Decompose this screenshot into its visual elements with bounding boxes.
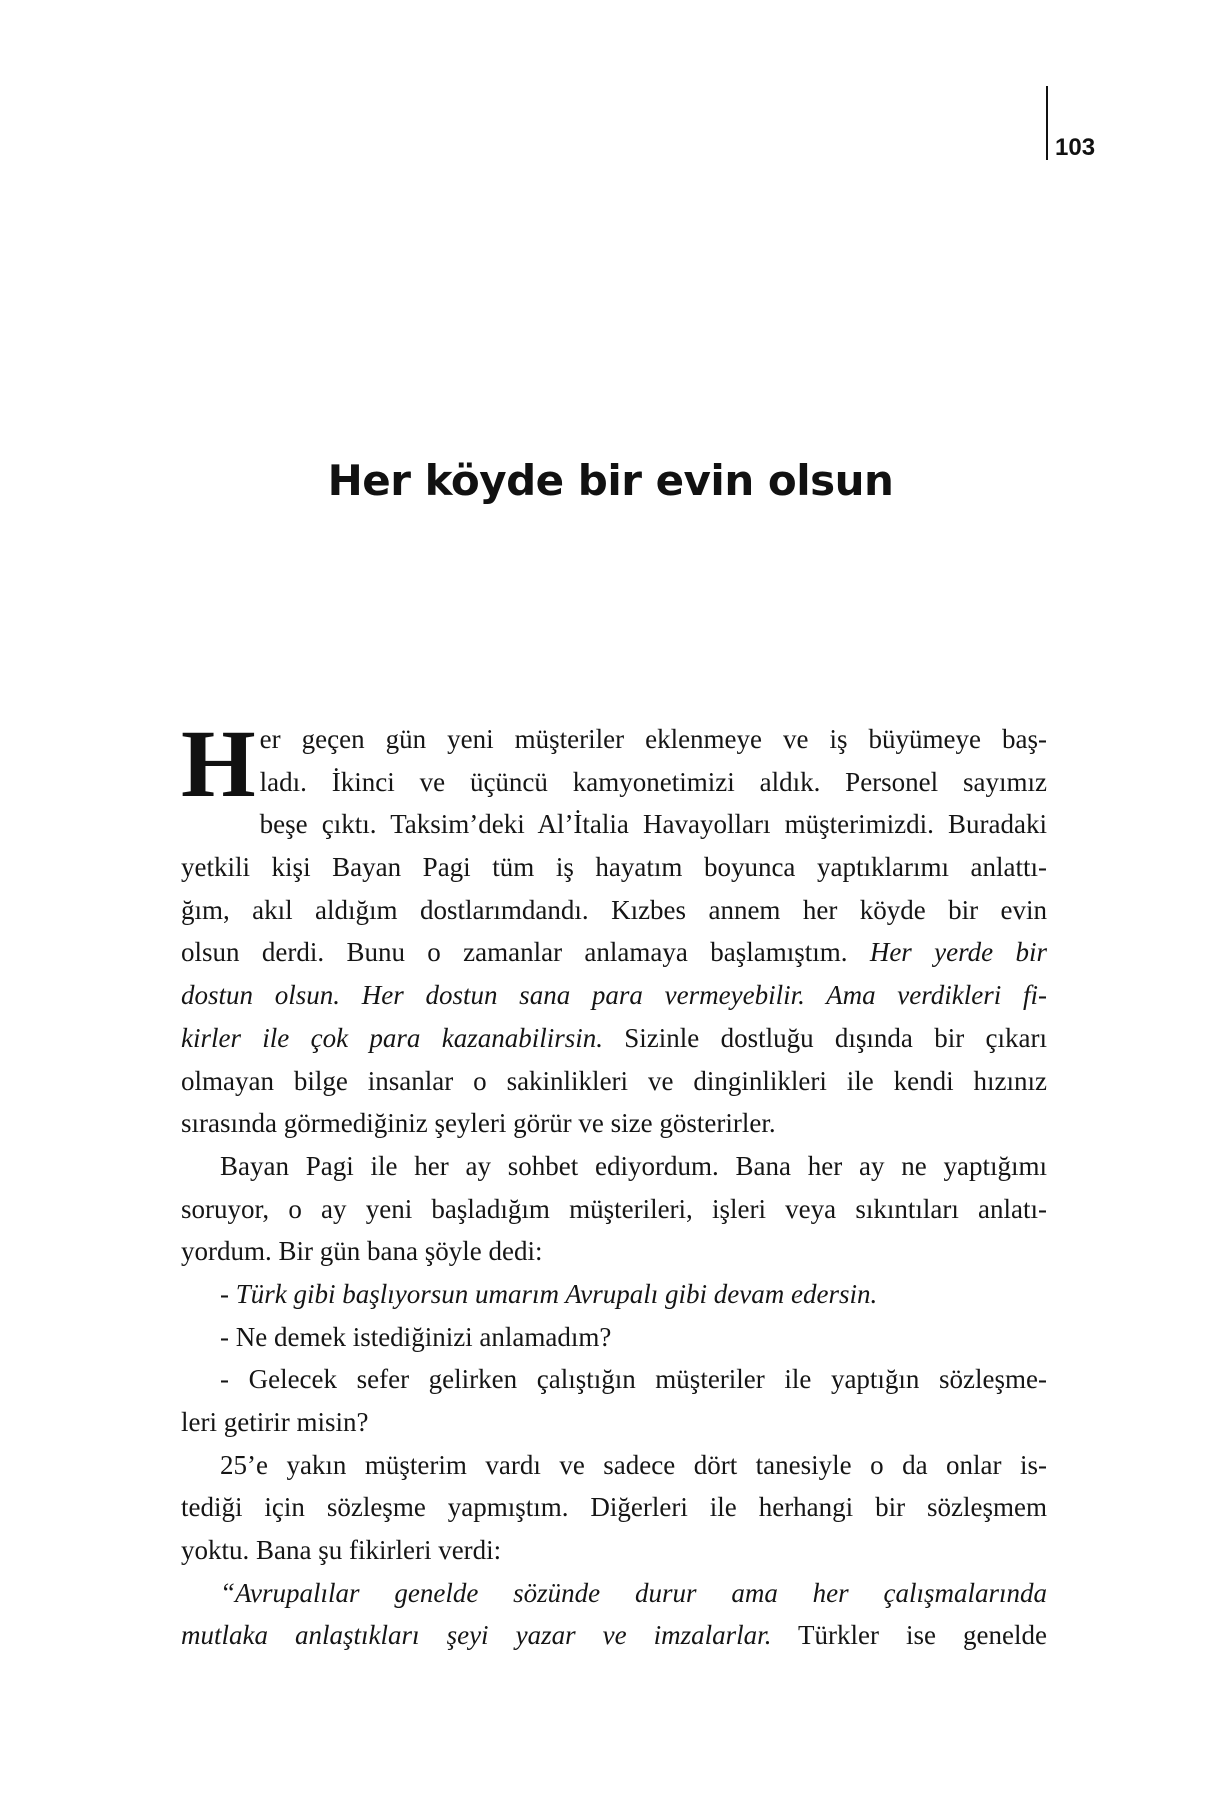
page-number: 103 [1055, 134, 1096, 161]
italic-text: kirler ile çok para kazanabilirsin. [181, 1022, 603, 1053]
text-line [181, 1444, 1047, 1487]
header-rule [1046, 86, 1048, 160]
text-line [181, 1230, 1047, 1273]
text-run: leri getirir misin? [181, 1407, 369, 1437]
text-line [260, 761, 1047, 804]
text-run: sırasında görmediğiniz şeyleri görür ve size gösterirler. [181, 1108, 776, 1139]
body-text [181, 710, 1048, 1657]
text-run: yetkili kişi Bayan Pagi tüm iş hayatım boyunca yaptıklarımı anlattı- [181, 852, 1047, 883]
text-run: olmayan bilge insanlar o sakinlikleri ve dinginlikleri ile kendi hızınız [181, 1065, 1047, 1096]
chapter-title: Her köyde bir evin olsun [327, 456, 894, 505]
text-line [181, 846, 1047, 889]
italic-text: mutlaka anlaştıkları şeyi yazar ve imzalarlar. [181, 1620, 772, 1651]
text-run: ladı. İkinci ve üçüncü kamyonetimizi aldık. Personel sayımız [259, 766, 1047, 797]
text-line [181, 1358, 1047, 1401]
text-run: yordum. Bir gün bana şöyle dedi: [181, 1236, 543, 1267]
text-run: beşe çıktı. Taksim’deki Al’İtalia Havayolları müşterimizdi. Buradaki [259, 809, 1047, 840]
text-run: tediği için sözleşme yapmıştım. Diğerleri ile herhangi bir sözleşmem [181, 1492, 1047, 1523]
text-run: ğım, akıl aldığım dostlarımdandı. Kızbes annem her köyde bir evin [181, 894, 1047, 925]
text-line [181, 1316, 1047, 1359]
text-line [181, 1572, 1047, 1615]
text-line [181, 803, 1047, 846]
text-run: soruyor, o ay yeni başladığım müşterileri, işleri veya sıkıntıları anlatı- [181, 1193, 1047, 1224]
text-run: Türkler ise genelde [771, 1620, 1048, 1651]
drop-cap: H [181, 710, 256, 817]
text-run: 25’e yakın müşterim vardı ve sadece dört tanesiyle o da onlar is- [220, 1449, 1047, 1480]
text-run: yoktu. Bana şu fikirleri verdi: [181, 1535, 502, 1566]
text-line [181, 1017, 1047, 1060]
text-line [181, 889, 1047, 932]
text-run: - Gelecek sefer gelirken çalıştığın müşteriler ile yaptığın sözleşme- [220, 1364, 1047, 1395]
text-run: - Ne demek istediğinizi anlamadım? [220, 1321, 612, 1352]
text-run: er geçen gün yeni müşteriler eklenmeye ve iş büyümeye baş- [259, 724, 1047, 754]
text-line [181, 1486, 1047, 1529]
text-line [181, 1273, 1047, 1316]
italic-text: Her yerde bir [869, 937, 1047, 968]
text-line [181, 1060, 1047, 1103]
drop-cap-lines [260, 718, 1047, 803]
text-line [181, 1188, 1047, 1231]
italic-text: dostun olsun. Her dostun sana para vermeyebilir. Ama verdikleri fi- [181, 980, 1047, 1011]
italic-text: “Avrupalılar genelde sözünde durur ama her çalışmalarında [220, 1577, 1047, 1608]
text-run: Bayan Pagi ile her ay sohbet ediyordum. Bana her ay ne yaptığımı [220, 1150, 1047, 1181]
text-run: Sizinle dostluğu dışında bir çıkarı [602, 1022, 1047, 1053]
text-line [181, 931, 1047, 974]
text-line [181, 1614, 1047, 1657]
text-line [181, 974, 1047, 1017]
body-lines [181, 803, 1047, 1657]
italic-text: Türk gibi başlıyorsun umarım Avrupalı gibi devam edersin. [235, 1278, 878, 1309]
text-line [181, 1145, 1047, 1188]
text-run: - [220, 1278, 236, 1309]
text-line [181, 1529, 1047, 1572]
text-line [260, 718, 1047, 761]
text-line [181, 1401, 1047, 1444]
text-line [181, 1102, 1047, 1145]
text-run: olsun derdi. Bunu o zamanlar anlamaya başlamıştım. [181, 937, 870, 968]
